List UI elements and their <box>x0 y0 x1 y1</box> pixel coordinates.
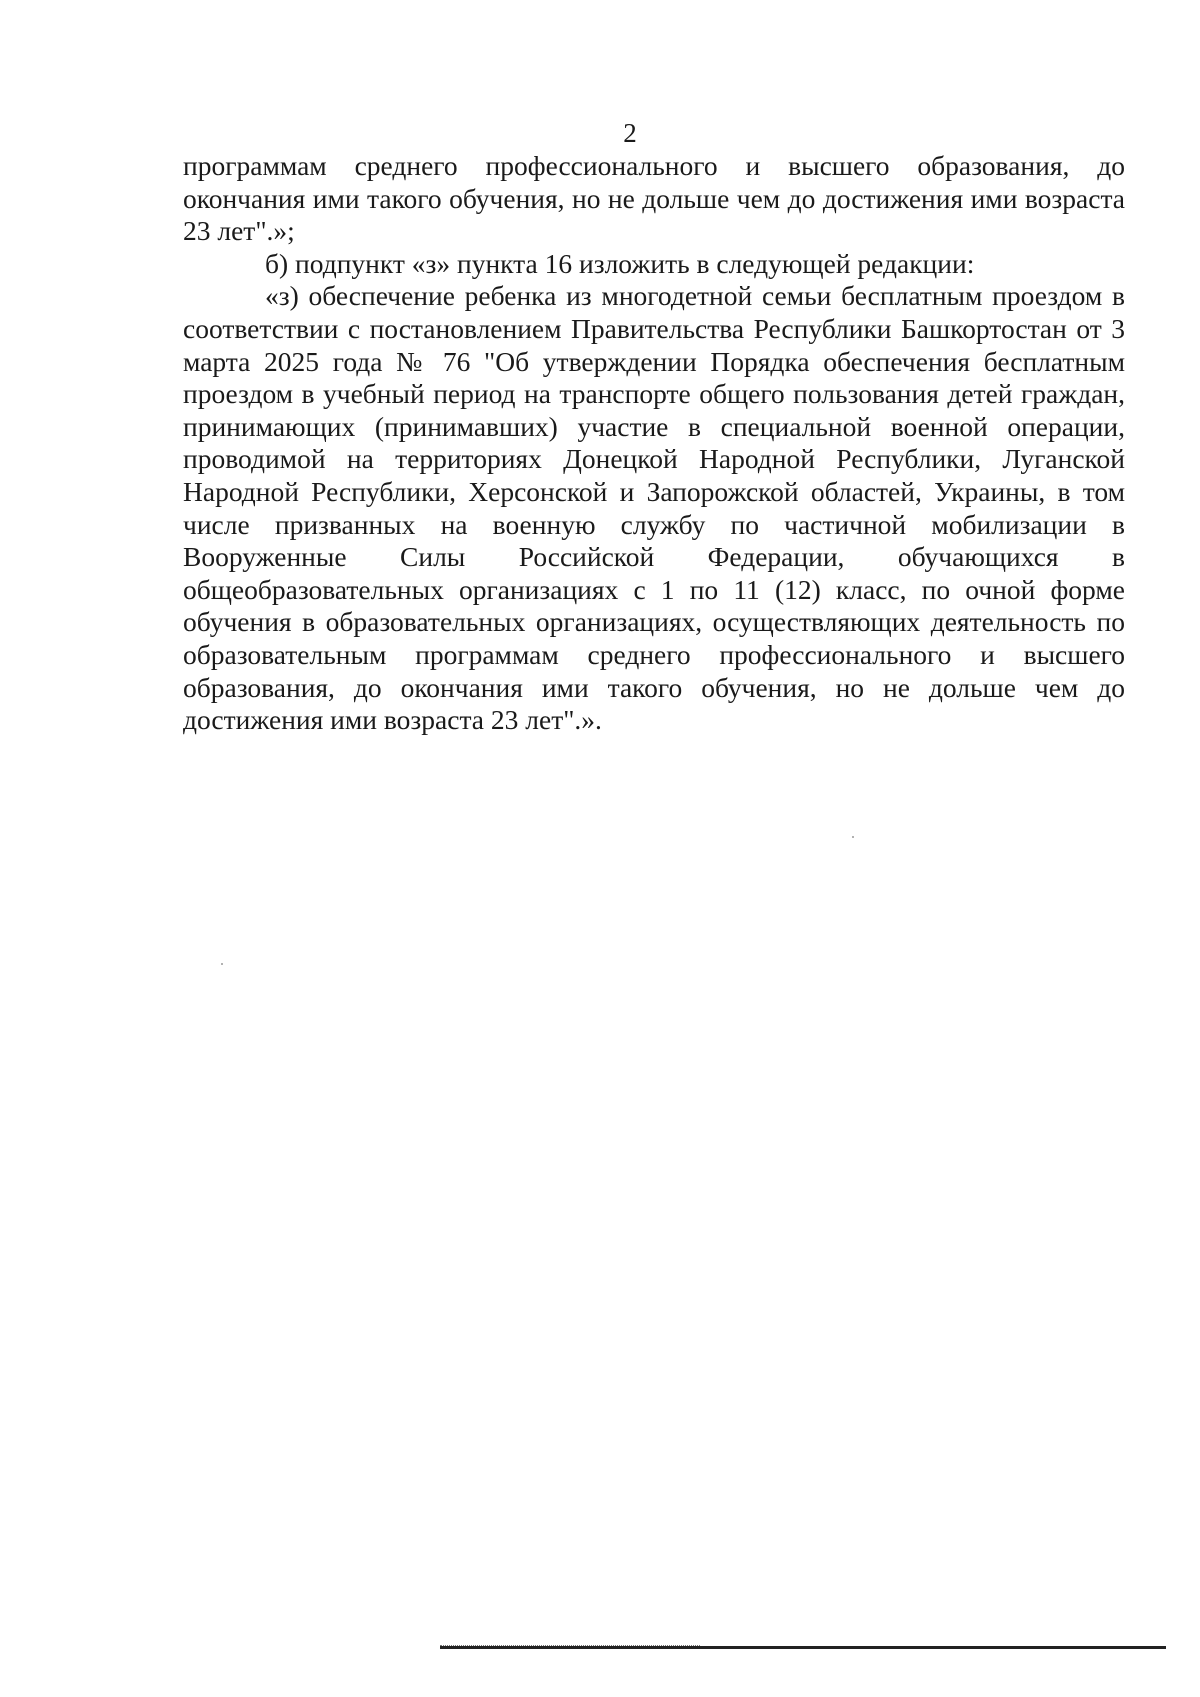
paragraph-subitem-b: б) подпункт «з» пункта 16 изложить в следующей редакции: <box>265 247 975 279</box>
document-body <box>183 150 1125 737</box>
paragraph-subitem-z: «з) обеспечение ребенка из многодетной семьи бесплатным проездом в соответствии с постановлением Правительства Республики Башкортостан от 3 марта 2025 года № 76 "Об утверждении Порядка обеспечения бесплатным проездом в учебный период на транспорте общего пользования детей граждан, принимающих (принимавших) участие в специальной военной операции, проводимой на территориях Донецкой Народной Республики, Луганской Народной Республики, Херсонской и Запорожской областей, Украины, в том числе призванных на военную службу по частичной мобилизации в Вооруженные Силы Российской Федерации, обучающихся в общеобразовательных организациях с 1 по 11 (12) класс, по очной форме обучения в образовательных организациях, осуществляющих деятельность по образовательным программам среднего профессионального и высшего образования, до окончания ими такого обучения, но не дольше чем до достижения ими возраста 23 лет".». <box>183 280 1125 736</box>
paragraph-continuation: программам среднего профессионального и высшего образования, до окончания ими такого обучения, но не дольше чем до достижения ими возраста 23 лет".»; <box>183 150 1125 247</box>
scan-speck <box>852 836 854 838</box>
scan-edge-line <box>440 1646 1166 1649</box>
page-number: 2 <box>623 118 637 148</box>
scan-speck <box>221 963 223 965</box>
